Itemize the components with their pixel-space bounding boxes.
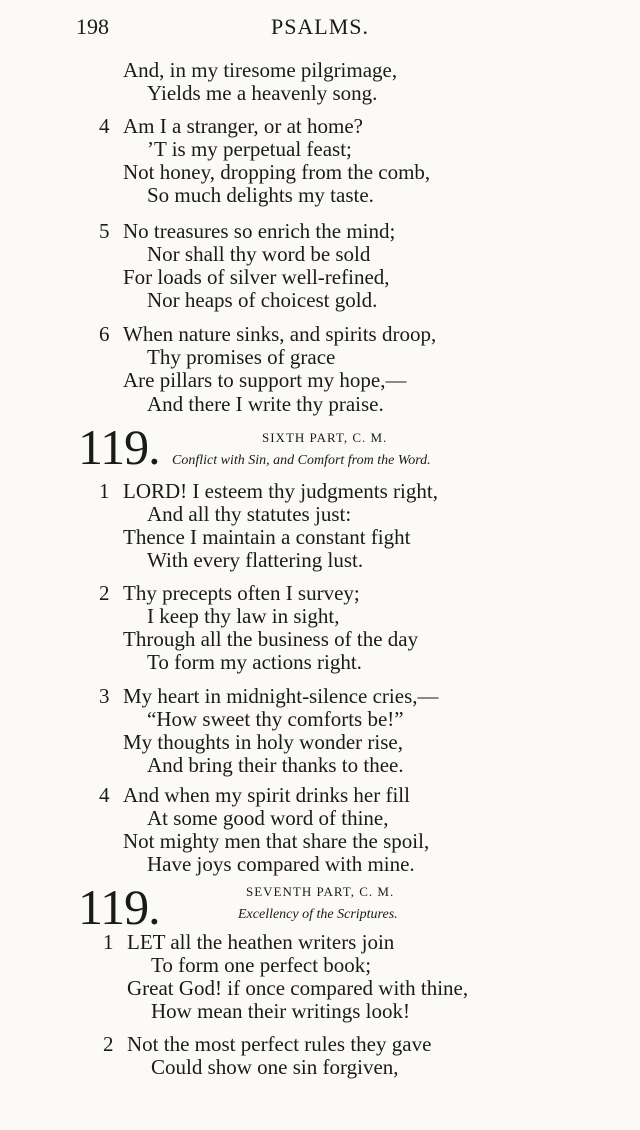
verse-line: At some good word of thine, [147,806,389,830]
verse-line: With every flattering lust. [147,548,364,572]
verse-line: Thy promises of grace [147,345,336,369]
verse-line: Am I a stranger, or at home? [123,114,363,138]
verse-line: For loads of silver well-refined, [123,265,390,289]
hymn-subtitle: Excellency of the Scriptures. [238,907,398,922]
hymn-title: SEVENTH PART, C. M. [246,884,395,899]
verse-line: Thence I maintain a constant fight [123,525,411,549]
verse-line: Could show one sin forgiven, [151,1055,399,1079]
stanza-number: 4 [99,783,110,807]
page-number: 198 [76,14,109,39]
stanza-number: 6 [99,322,110,346]
verse-line: LET all the heathen writers join [127,930,395,954]
verse-line: Are pillars to support my hope,— [123,368,407,392]
hymn-title: SIXTH PART, C. M. [262,430,388,445]
verse-line: And, in my tiresome pilgrimage, [123,58,398,82]
verse-line: And there I write thy praise. [147,392,384,416]
verse-line: When nature sinks, and spirits droop, [123,322,437,346]
verse-line: So much delights my taste. [147,183,374,207]
verse-line: ’T is my perpetual feast; [147,137,352,161]
verse-line: Nor heaps of choicest gold. [147,288,378,312]
verse-line: Not mighty men that share the spoil, [123,829,430,853]
stanza-number: 2 [103,1032,114,1056]
stanza-number: 4 [99,114,110,138]
verse-line: Great God! if once compared with thine, [127,976,469,1000]
hymn-subtitle: Conflict with Sin, and Comfort from the Word. [172,453,431,468]
verse-line: Through all the business of the day [123,627,419,651]
page-title: PSALMS. [270,14,370,39]
verse-line: And bring their thanks to thee. [147,753,404,777]
hymn-number: 119. [78,419,160,475]
verse-line: Yields me a heavenly song. [147,81,378,105]
verse-line: To form one perfect book; [151,953,372,977]
page-header [0,14,640,44]
stanza-number: 3 [99,684,110,708]
verse-line: Not honey, dropping from the comb, [123,160,431,184]
verse-line: Not the most perfect rules they gave [127,1032,432,1056]
verse-line: To form my actions right. [147,650,362,674]
verse-line: And all thy statutes just: [147,502,352,526]
verse-line: Thy precepts often I survey; [123,581,360,605]
hymn-number: 119. [78,879,160,935]
verse-line: Have joys compared with mine. [147,852,415,876]
verse-line: I keep thy law in sight, [147,604,340,628]
verse-line: Nor shall thy word be sold [147,242,371,266]
verse-line: “How sweet thy comforts be!” [147,707,404,731]
verse-line: My heart in midnight-silence cries,— [123,684,439,708]
verse-line: My thoughts in holy wonder rise, [123,730,403,754]
stanza-number: 5 [99,219,110,243]
verse-line: No treasures so enrich the mind; [123,219,396,243]
verse-line: And when my spirit drinks her fill [123,783,410,807]
verse-line: How mean their writings look! [151,999,410,1023]
stanza-number: 2 [99,581,110,605]
stanza-number: 1 [103,930,114,954]
verse-line: LORD! I esteem thy judgments right, [123,479,438,503]
stanza-number: 1 [99,479,110,503]
